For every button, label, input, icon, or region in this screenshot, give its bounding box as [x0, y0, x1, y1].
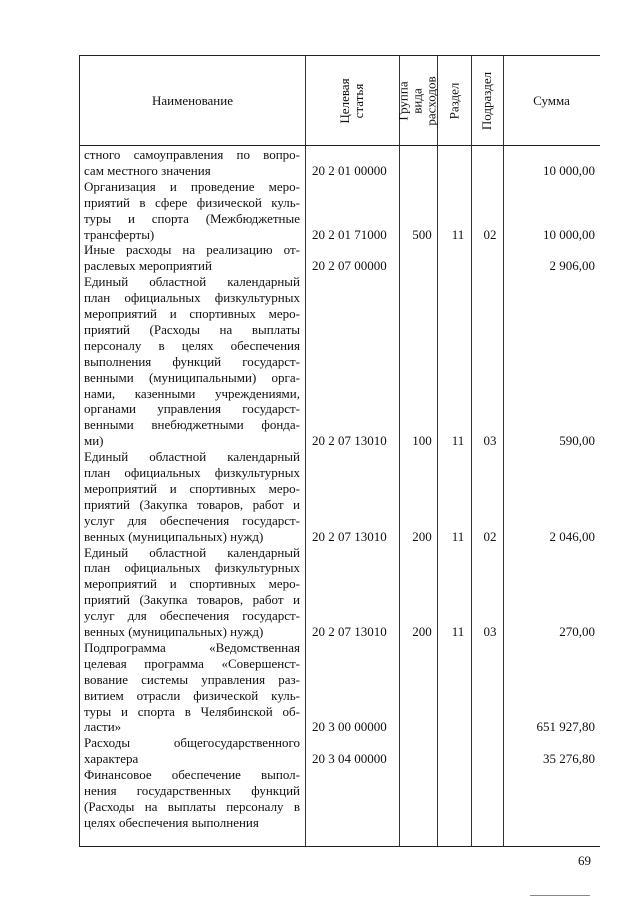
column-divider	[399, 56, 400, 846]
row-name-line: мероприятий и спортивных меро-	[84, 480, 300, 496]
row-section: 11	[451, 226, 465, 242]
row-name	[84, 274, 300, 449]
row-name-line: венных (муниципальных) нужд)	[84, 624, 264, 640]
row-name	[84, 449, 300, 544]
row-name-line: целях обеспечения выполнения	[84, 814, 259, 830]
row-name-line: персоналу в целях обеспечения	[84, 337, 300, 353]
row-name-line: план официальных физкультурных	[84, 465, 300, 480]
row-name-line: вование системы управления раз-	[84, 671, 300, 687]
header-subsection	[471, 56, 503, 145]
row-name-line: мероприятий и спортивных меро-	[84, 576, 300, 592]
header-name	[80, 56, 305, 145]
row-group: 200	[412, 624, 432, 639]
header-group	[396, 56, 439, 145]
row-name-line: услуг для обеспечения государст-	[84, 512, 300, 528]
row-name-line: венными (муниципальными) орга-	[84, 369, 300, 385]
row-name-line: приятий (Закупка товаров, работ и	[84, 496, 300, 512]
header-divider	[80, 145, 600, 146]
row-name-line: приятий (Расходы на выплаты	[84, 321, 300, 337]
row-name-line: нения государственных функций	[84, 783, 300, 798]
row-group: 500	[412, 226, 432, 242]
row-name	[84, 242, 300, 274]
header-name-label: Наименование	[152, 92, 233, 108]
row-name-line: Иные расходы на реализацию от-	[84, 242, 300, 258]
row-name	[84, 147, 300, 179]
row-name-line: Расходы общегосударственного	[84, 735, 300, 751]
row-sum: 10 000,00	[543, 162, 595, 178]
row-name-line: Единый областной календарный	[84, 544, 300, 560]
row-name-line: витием отрасли физической куль-	[84, 687, 300, 703]
row-sum: 2 906,00	[549, 258, 595, 274]
row-name	[84, 179, 300, 243]
row-sum: 651 927,80	[536, 719, 595, 735]
row-subsection: 03	[483, 433, 497, 449]
column-divider	[305, 56, 306, 846]
column-divider	[503, 56, 504, 846]
header-section	[437, 56, 471, 145]
row-name-line: сам местного значения	[84, 162, 211, 178]
row-name-line: услуг для обеспечения государст-	[84, 608, 300, 624]
header-group-label: Группа вида расходов	[396, 75, 439, 126]
row-name-line: раслевых мероприятий	[84, 258, 212, 274]
page-number: 69	[578, 853, 591, 868]
row-name	[84, 640, 300, 735]
row-subsection: 02	[483, 226, 497, 242]
row-section: 11	[451, 624, 465, 639]
row-name-line: характера	[84, 751, 139, 767]
row-target-code: 20 3 04 00000	[312, 751, 387, 767]
row-group: 200	[412, 528, 432, 544]
row-subsection: 02	[483, 528, 497, 544]
row-target-code: 20 2 07 13010	[312, 528, 387, 544]
row-name-line: план официальных физкультурных	[84, 290, 300, 306]
row-sum: 10 000,00	[543, 226, 595, 242]
row-name-line: венными внебюджетными фонда-	[84, 417, 300, 433]
header-subsection-label: Подраздел	[479, 71, 495, 130]
row-name-line: приятий в сфере физической куль-	[84, 194, 300, 210]
row-name-line: туры и спорта в Челябинской об-	[84, 703, 300, 719]
row-sum: 590,00	[559, 433, 595, 449]
header-sum-label: Сумма	[533, 92, 570, 108]
row-name-line: выполнения функций государст-	[84, 353, 300, 369]
row-group: 100	[412, 433, 432, 449]
row-name-line: венных (муниципальных) нужд)	[84, 528, 264, 544]
column-divider	[437, 56, 438, 846]
header-section-label: Раздел	[446, 82, 461, 119]
row-name	[84, 545, 300, 640]
row-subsection: 03	[483, 624, 497, 639]
row-name-line: мероприятий и спортивных меро-	[84, 306, 300, 321]
budget-table	[79, 55, 600, 847]
row-name-line: план официальных физкультурных	[84, 560, 300, 576]
header-sum	[503, 56, 600, 145]
row-target-code: 20 2 07 13010	[312, 433, 387, 449]
row-target-code: 20 3 00 00000	[312, 719, 387, 735]
row-name-line: органами управления государст-	[84, 401, 300, 417]
row-name-line: Единый областной календарный	[84, 274, 300, 290]
row-name-line: Единый областной календарный	[84, 449, 300, 465]
row-name-line: Финансовое обеспечение выпол-	[84, 767, 300, 783]
row-target-code: 20 2 01 71000	[312, 226, 387, 242]
row-name-line: целевая программа «Совершенст-	[84, 655, 300, 671]
row-name-line: нами, казенными учреждениями,	[84, 385, 300, 401]
row-target-code: 20 2 01 00000	[312, 162, 387, 178]
row-name-line: стного самоуправления по вопро-	[84, 147, 300, 162]
header-target	[305, 56, 399, 145]
footer-rule	[530, 895, 590, 896]
column-divider	[471, 56, 472, 846]
row-name-line: трансферты)	[84, 226, 155, 242]
row-name	[84, 735, 300, 767]
row-sum: 35 276,80	[543, 751, 595, 767]
row-sum: 2 046,00	[549, 528, 595, 544]
row-section: 11	[451, 433, 465, 449]
row-target-code: 20 2 07 00000	[312, 258, 387, 274]
row-name-line: туры и спорта (Межбюджетные	[84, 210, 300, 226]
row-name-line: приятий (Закупка товаров, работ и	[84, 592, 300, 608]
row-name-line: ми)	[84, 433, 104, 449]
row-name-line: (Расходы на выплаты персоналу в	[84, 798, 300, 814]
row-name-line: ласти»	[84, 719, 122, 735]
row-section: 11	[451, 528, 465, 544]
row-name-line: Подпрограмма «Ведомственная	[84, 639, 300, 655]
row-name	[84, 767, 300, 831]
row-target-code: 20 2 07 13010	[312, 624, 387, 639]
row-sum: 270,00	[559, 624, 595, 639]
header-target-label: Целевая статья	[337, 77, 366, 124]
row-name-line: Организация и проведение меро-	[84, 178, 300, 194]
